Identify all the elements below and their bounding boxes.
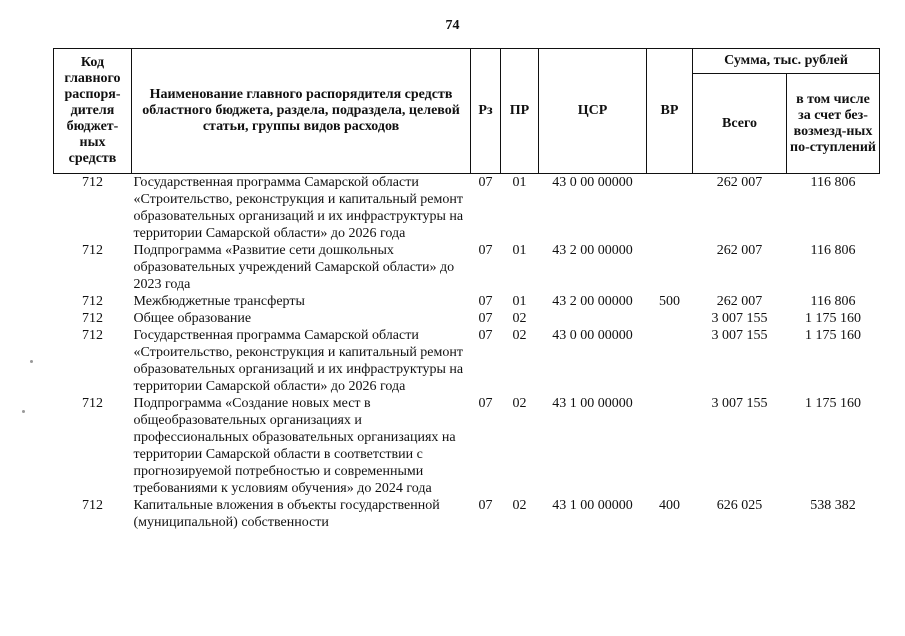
header-name: Наименование главного распорядителя средств областного бюджета, раздела, подраздела, целевой статьи, группы видов расходов [132,49,471,174]
cell-vr [647,242,693,293]
cell-free: 116 806 [810,294,856,309]
cell-code: 712 [82,294,103,309]
cell-name: Общее образование [133,311,252,326]
header-pr: ПР [501,49,539,174]
cell-total: 3 007 155 [711,311,768,326]
cell-rz: 07 [478,328,493,343]
cell-code: 712 [82,243,103,258]
cell-rz: 07 [478,498,493,513]
cell-vr [647,395,693,497]
cell-vr: 400 [659,498,680,513]
header-csr: ЦСР [539,49,647,174]
cell-name: Государственная программа Самарской области «Строительство, реконструкция и капитальный ремонт образовательных организаций и их инфраструктуры на территории Самарской области» до 2026 года [133,328,464,394]
header-total: Всего [693,74,787,174]
cell-code: 712 [82,328,103,343]
cell-vr [647,174,693,243]
cell-pr: 02 [512,396,527,411]
cell-csr [539,310,647,327]
cell-free: 116 806 [810,243,856,258]
cell-total: 626 025 [716,498,763,513]
cell-total: 3 007 155 [711,396,768,411]
budget-table [53,48,880,531]
cell-csr: 43 1 00 00000 [552,498,633,513]
cell-pr: 01 [512,175,527,190]
cell-rz: 07 [478,175,493,190]
header-code: Код главного распоря-дителя бюджет-ных средств [54,49,132,174]
cell-pr: 02 [512,498,527,513]
cell-free: 1 175 160 [805,396,861,411]
cell-pr: 02 [512,328,527,343]
table-row [54,497,880,531]
cell-csr: 43 2 00 00000 [552,294,633,309]
table-row [54,395,880,497]
table-row [54,174,880,243]
table-header [54,49,880,174]
cell-csr: 43 1 00 00000 [552,396,633,411]
cell-name: Государственная программа Самарской области «Строительство, реконструкция и капитальный ремонт образовательных организаций и их инфраструктуры на территории Самарской области» до 2026 года [133,175,464,241]
scan-speck [30,360,33,363]
table-body [54,174,880,532]
cell-total: 3 007 155 [711,328,768,343]
cell-rz: 07 [478,396,493,411]
table-row [54,293,880,310]
cell-pr: 01 [512,243,527,258]
header-rz: Рз [471,49,501,174]
cell-pr: 02 [512,311,527,326]
table-row [54,242,880,293]
cell-total: 262 007 [716,294,763,309]
cell-name: Капитальные вложения в объекты государственной (муниципальной) собственности [133,498,440,530]
cell-code: 712 [82,396,103,411]
cell-total: 262 007 [716,175,763,190]
cell-free: 1 175 160 [805,311,861,326]
cell-vr [647,327,693,395]
cell-csr: 43 0 00 00000 [552,175,633,190]
cell-name: Межбюджетные трансферты [133,294,305,309]
cell-pr: 01 [512,294,527,309]
cell-free: 538 382 [810,498,856,513]
cell-vr: 500 [659,294,680,309]
cell-vr [647,310,693,327]
table-row [54,327,880,395]
cell-name: Подпрограмма «Развитие сети дошкольных образовательных учреждений Самарской области» до 2023 года [133,243,455,292]
cell-rz: 07 [478,294,493,309]
cell-code: 712 [82,175,103,190]
cell-free: 1 175 160 [805,328,861,343]
cell-total: 262 007 [716,243,763,258]
page-number: 74 [445,18,460,33]
cell-rz: 07 [478,311,493,326]
header-sum: Сумма, тыс. рублей [693,49,880,74]
cell-rz: 07 [478,243,493,258]
cell-csr: 43 2 00 00000 [552,243,633,258]
cell-name: Подпрограмма «Создание новых мест в общеобразовательных организациях и профессиональных образовательных организациях на территории Самарской области в соответствии с прогнозируемой потребностью и современными требованиями к условиям обучения» до 2024 года [133,396,456,496]
table-row [54,310,880,327]
cell-code: 712 [82,311,103,326]
cell-code: 712 [82,498,103,513]
cell-csr: 43 0 00 00000 [552,328,633,343]
header-vr: ВР [647,49,693,174]
scan-speck [22,410,25,413]
cell-free: 116 806 [810,175,856,190]
header-free: в том числе за счет без-возмезд-ных по-ступлений [787,74,880,174]
